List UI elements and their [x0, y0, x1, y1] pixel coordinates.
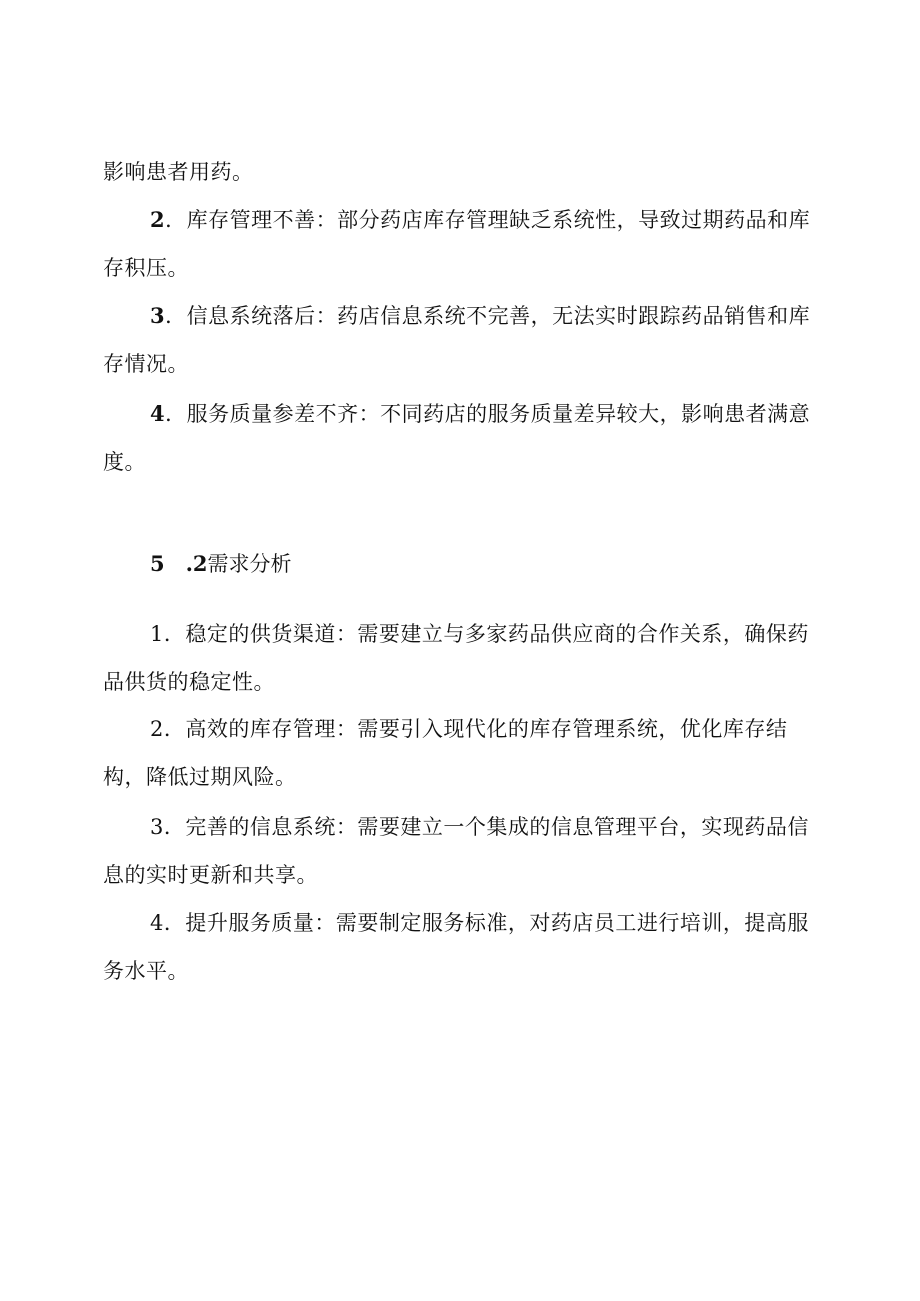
- intro-tail-paragraph: [103, 148, 823, 196]
- problem-item-2: [103, 196, 823, 292]
- requirement-item-1-text: ．稳定的供货渠道：需要建立与多家药品供应商的合作关系，确保药品供货的稳定性。: [103, 622, 809, 694]
- requirement-item-3: [103, 803, 823, 899]
- problem-item-4-text: ．服务质量参差不齐：不同药店的服务质量差异较大，影响患者满意度。: [103, 402, 811, 474]
- problem-item-4: [103, 390, 823, 486]
- problem-item-2-text: ．库存管理不善：部分药店库存管理缺乏系统性，导致过期药品和库存积压。: [103, 208, 811, 280]
- requirement-item-4-text: ．提升服务质量：需要制定服务标准，对药店员工进行培训，提高服务水平。: [103, 911, 809, 983]
- requirement-item-3-text: ．完善的信息系统：需要建立一个集成的信息管理平台，实现药品信息的实时更新和共享。: [103, 815, 809, 887]
- problem-item-4-number: 4: [150, 401, 166, 426]
- problem-item-3-number: 3: [150, 303, 166, 328]
- requirement-item-1-number: 1: [150, 622, 164, 646]
- requirement-item-4-number: 4: [150, 911, 164, 935]
- problem-item-2-number: 2: [150, 207, 166, 232]
- requirement-item-1: [103, 610, 823, 706]
- problem-item-3: [103, 292, 823, 388]
- requirement-item-2: [103, 705, 823, 801]
- section-heading-number: 5 .2: [150, 551, 208, 576]
- section-heading: [150, 544, 292, 584]
- section-heading-title: 需求分析: [207, 552, 292, 576]
- requirement-item-2-number: 2: [150, 717, 164, 741]
- problem-item-3-text: ．信息系统落后：药店信息系统不完善，无法实时跟踪药品销售和库存情况。: [103, 304, 811, 376]
- requirement-item-3-number: 3: [150, 815, 164, 839]
- intro-tail-text: 影响患者用药。: [103, 160, 254, 184]
- requirement-item-4: [103, 899, 823, 995]
- requirement-item-2-text: ．高效的库存管理：需要引入现代化的库存管理系统，优化库存结构，降低过期风险。: [103, 717, 788, 789]
